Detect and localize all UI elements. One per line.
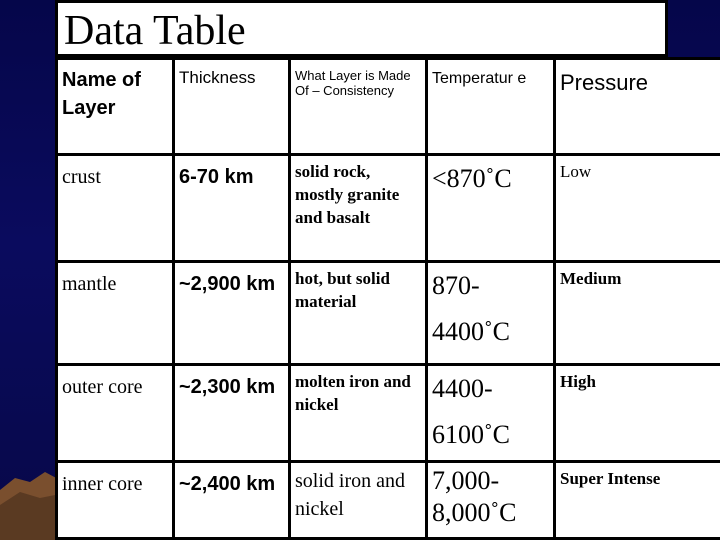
table-row	[57, 462, 720, 539]
cell-temperature: 4400-6100˚C	[427, 365, 555, 462]
cell-consistency: molten iron and nickel	[290, 365, 427, 462]
cell-thickness: 6-70 km	[174, 155, 290, 262]
cell-thickness: ~2,900 km	[174, 262, 290, 365]
cell-consistency: solid iron and nickel	[290, 462, 427, 539]
cell-thickness: ~2,300 km	[174, 365, 290, 462]
data-table	[55, 57, 720, 540]
table-header-row	[57, 59, 720, 155]
cell-pressure: Low	[555, 155, 720, 262]
cell-consistency: hot, but solid material	[290, 262, 427, 365]
cell-layer-name: mantle	[57, 262, 174, 365]
header-name: Name of Layer	[57, 59, 174, 155]
mountain-decoration	[0, 470, 60, 540]
header-pressure: Pressure	[555, 59, 720, 155]
cell-layer-name: crust	[57, 155, 174, 262]
table-row	[57, 155, 720, 262]
cell-layer-name: outer core	[57, 365, 174, 462]
header-consistency: What Layer is Made Of – Consistency	[290, 59, 427, 155]
cell-pressure: Super Intense	[555, 462, 720, 539]
cell-layer-name: inner core	[57, 462, 174, 539]
cell-thickness: ~2,400 km	[174, 462, 290, 539]
cell-temperature: <870˚C	[427, 155, 555, 262]
cell-pressure: Medium	[555, 262, 720, 365]
table-row	[57, 365, 720, 462]
cell-pressure: High	[555, 365, 720, 462]
title-box	[55, 0, 668, 57]
cell-temperature: 7,000-8,000˚C	[427, 462, 555, 539]
header-thickness: Thickness	[174, 59, 290, 155]
cell-consistency: solid rock, mostly granite and basalt	[290, 155, 427, 262]
cell-temperature: 870-4400˚C	[427, 262, 555, 365]
header-temperature: Temperatur e	[427, 59, 555, 155]
table-row	[57, 262, 720, 365]
page-title: Data Table	[64, 8, 246, 54]
